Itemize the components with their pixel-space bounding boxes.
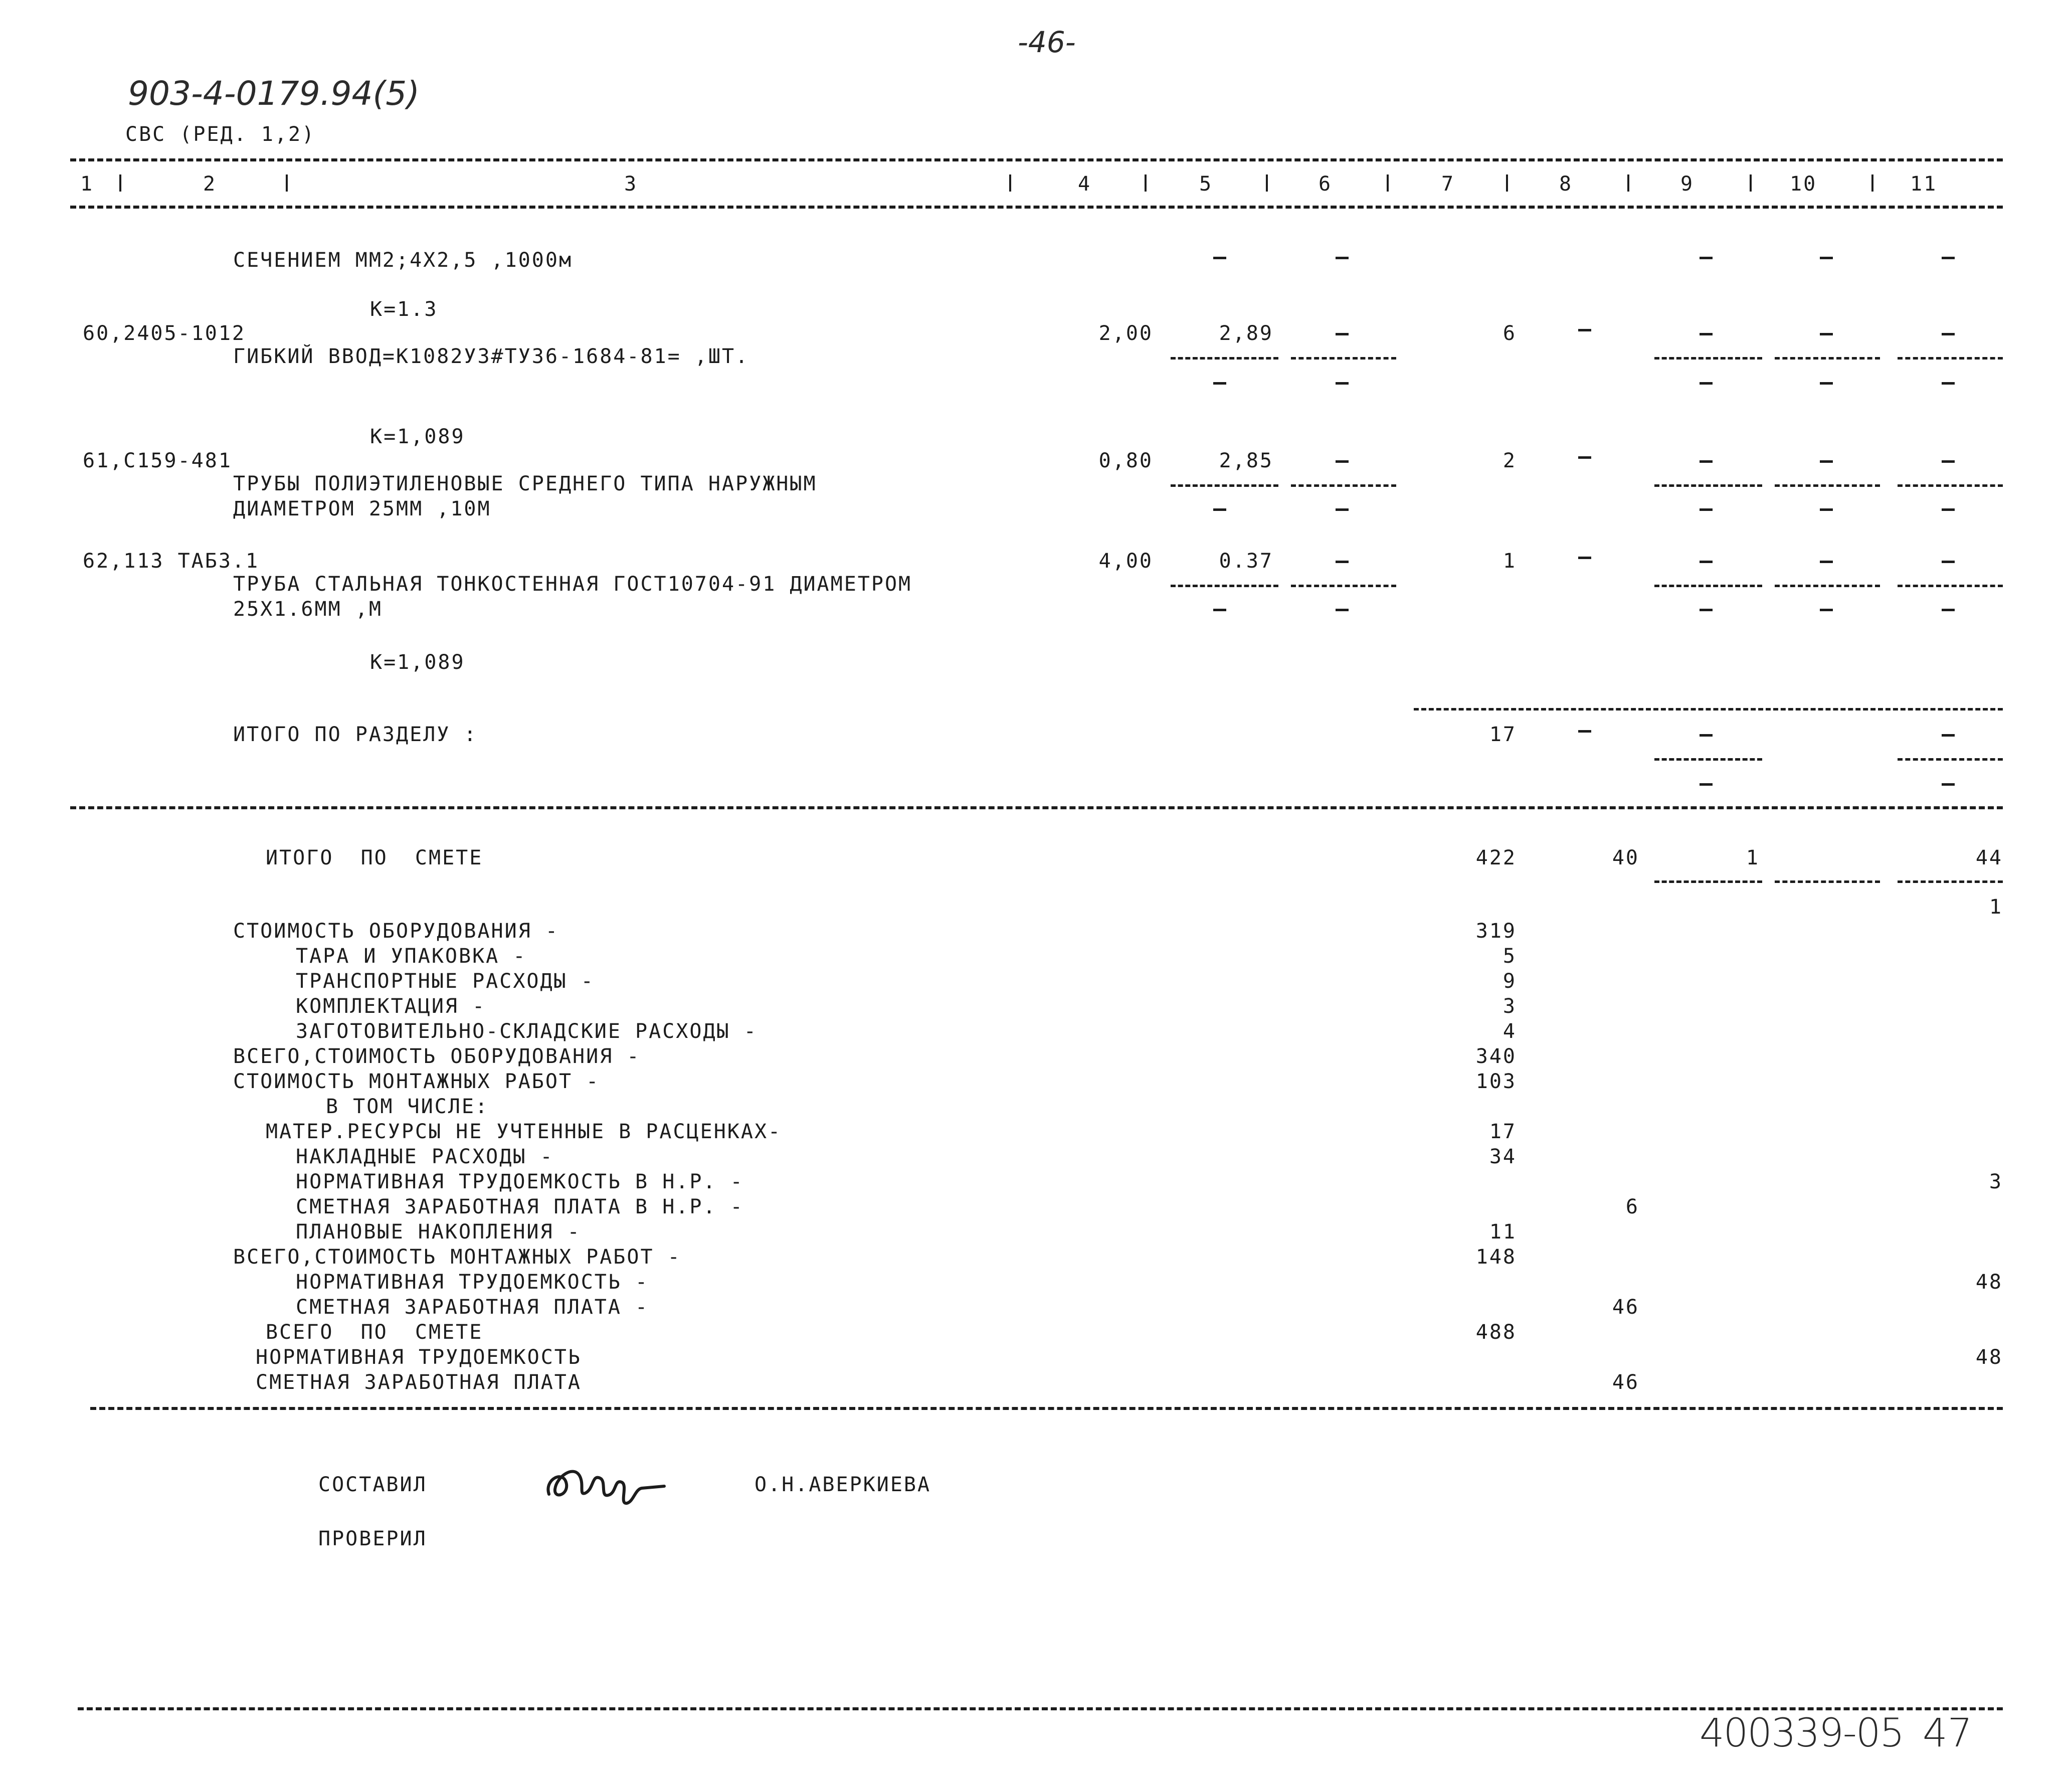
dash (1336, 333, 1349, 335)
row-name: 25Х1.6ММ ,М (233, 598, 383, 621)
dash (1336, 609, 1349, 611)
summary-col7: 34 (1489, 1145, 1517, 1168)
dash (1700, 257, 1713, 259)
summary-label: СТОИМОСТЬ ОБОРУДОВАНИЯ - (233, 920, 559, 943)
subtotal-rule (1775, 880, 1880, 883)
header-bottom-rule (70, 206, 2003, 209)
row-coef: К=1,089 (370, 651, 465, 674)
section-total-label: ИТОГО ПО РАЗДЕЛУ : (233, 723, 478, 746)
cell-col4: 0,80 (1098, 449, 1153, 472)
dash (1213, 382, 1226, 385)
row-name: ТРУБА СТАЛЬНАЯ ТОНКОСТЕННАЯ ГОСТ10704-91 ДИАМЕТРОМ (233, 573, 912, 596)
dash (1578, 730, 1591, 733)
signature-scribble (544, 1449, 674, 1514)
dash (1700, 609, 1713, 611)
page-number: -46- (1018, 25, 1076, 59)
summary-label: СМЕТНАЯ ЗАРАБОТНАЯ ПЛАТА - (296, 1296, 649, 1319)
summary-label: ПЛАНОВЫЕ НАКОПЛЕНИЯ - (296, 1220, 581, 1243)
cell-col7: 2 (1502, 449, 1517, 472)
dash (1213, 257, 1226, 259)
summary-label: ТРАНСПОРТНЫЕ РАСХОДЫ - (296, 970, 595, 993)
header-top-rule (70, 158, 2003, 161)
summary-col7: 4 (1502, 1020, 1517, 1043)
col-8: 8 (1559, 172, 1573, 196)
cell-col7: 6 (1502, 322, 1517, 345)
cell-col11-sub: 1 (1989, 896, 2003, 919)
inventory-number: 400339-05 (1700, 1711, 1904, 1756)
sheet-number: 47 (1923, 1711, 1973, 1756)
cell-col5: 0.37 (1219, 550, 1273, 573)
summary-label: ВСЕГО ПО СМЕТЕ (266, 1321, 483, 1344)
summary-col7: 17 (1489, 1120, 1517, 1143)
dash (1942, 561, 1955, 563)
subtotal-rule (1654, 357, 1762, 360)
dash (1213, 609, 1226, 611)
dash (1942, 382, 1955, 385)
summary-col11: 48 (1975, 1271, 2003, 1294)
subtotal-rule (1898, 880, 2003, 883)
summary-label: ТАРА И УПАКОВКА - (296, 945, 527, 968)
dash (1942, 333, 1955, 335)
section-end-rule (70, 806, 2003, 809)
dash (1820, 382, 1833, 385)
dash (1213, 508, 1226, 511)
subtotal-rule (1654, 484, 1762, 487)
cell-col5: 2,85 (1219, 449, 1273, 472)
dash (1942, 609, 1955, 611)
row-coef: К=1,089 (370, 425, 465, 448)
dash (1700, 734, 1713, 737)
cell-col9: 1 (1746, 846, 1760, 869)
summary-col8: 46 (1612, 1296, 1639, 1319)
col-separator (1009, 174, 1011, 192)
col-separator (1266, 174, 1268, 192)
dash (1336, 508, 1349, 511)
checked-label: ПРОВЕРИЛ (318, 1527, 427, 1550)
col-separator (1387, 174, 1389, 192)
col-10: 10 (1790, 172, 1817, 196)
summary-col7: 11 (1489, 1220, 1517, 1243)
summary-col8: 46 (1612, 1371, 1639, 1394)
row-coef: К=1.3 (370, 298, 438, 321)
doc-ref: СВС (РЕД. 1,2) (125, 123, 316, 146)
summary-label: НАКЛАДНЫЕ РАСХОДЫ - (296, 1145, 554, 1168)
dash (1336, 382, 1349, 385)
row-code: 61,С159-481 (83, 449, 232, 472)
summary-label: НОРМАТИВНАЯ ТРУДОЕМКОСТЬ В Н.Р. - (296, 1170, 744, 1193)
project-code: 903-4-0179.94(5) (128, 74, 420, 113)
bottom-rule (78, 1707, 2003, 1710)
summary-label: СТОИМОСТЬ МОНТАЖНЫХ РАБОТ - (233, 1070, 600, 1093)
summary-label: ЗАГОТОВИТЕЛЬНО-СКЛАДСКИЕ РАСХОДЫ - (296, 1020, 758, 1043)
subtotal-rule (1898, 585, 2003, 587)
summary-label: В ТОМ ЧИСЛЕ: (326, 1095, 489, 1118)
dash (1820, 508, 1833, 511)
subtotal-rule (1171, 585, 1278, 587)
col-separator (1506, 174, 1508, 192)
cell-col4: 2,00 (1098, 322, 1153, 345)
col-separator (1145, 174, 1147, 192)
summary-col11: 3 (1989, 1170, 2003, 1193)
summary-col7: 319 (1475, 920, 1517, 943)
row-name: ГИБКИЙ ВВОД=К1082У3#ТУ36-1684-81= ,ШТ. (233, 345, 749, 368)
dash (1700, 382, 1713, 385)
col-separator (1750, 174, 1752, 192)
cell-col5: 2,89 (1219, 322, 1273, 345)
subtotal-rule (1775, 357, 1880, 360)
row-code: 60,2405-1012 (83, 322, 246, 345)
dash (1700, 508, 1713, 511)
col-3: 3 (624, 172, 638, 196)
summary-label: СМЕТНАЯ ЗАРАБОТНАЯ ПЛАТА (256, 1371, 582, 1394)
cell-col7: 1 (1502, 550, 1517, 573)
subtotal-rule (1171, 357, 1278, 360)
subtotal-rule (1654, 880, 1762, 883)
dash (1942, 783, 1955, 786)
summary-col7: 103 (1475, 1070, 1517, 1093)
row-name: ДИАМЕТРОМ 25ММ ,10М (233, 497, 491, 520)
dash (1820, 460, 1833, 463)
col-separator (1627, 174, 1629, 192)
subtotal-rule (1171, 484, 1278, 487)
summary-col7: 3 (1502, 995, 1517, 1018)
summary-label: МАТЕР.РЕСУРСЫ НЕ УЧТЕННЫЕ В РАСЦЕНКАХ- (266, 1120, 782, 1143)
row-name: СЕЧЕНИЕМ ММ2;4Х2,5 ,1000м (233, 249, 573, 272)
summary-label: НОРМАТИВНАЯ ТРУДОЕМКОСТЬ - (296, 1271, 649, 1294)
dash (1820, 561, 1833, 563)
cell-col8: 40 (1612, 846, 1639, 869)
col-7: 7 (1441, 172, 1455, 196)
subtotal-rule (1291, 357, 1396, 360)
summary-label: СМЕТНАЯ ЗАРАБОТНАЯ ПЛАТА В Н.Р. - (296, 1195, 744, 1218)
summary-label: КОМПЛЕКТАЦИЯ - (296, 995, 486, 1018)
summary-col7: 340 (1475, 1045, 1517, 1068)
subtotal-rule (1898, 758, 2003, 761)
col-6: 6 (1318, 172, 1333, 196)
summary-col7: 9 (1502, 970, 1517, 993)
subtotal-rule (1775, 484, 1880, 487)
dash (1700, 460, 1713, 463)
summary-label: ВСЕГО,СТОИМОСТЬ ОБОРУДОВАНИЯ - (233, 1045, 641, 1068)
col-11: 11 (1910, 172, 1938, 196)
subtotal-rule (1775, 585, 1880, 587)
col-5: 5 (1199, 172, 1213, 196)
summary-col11: 48 (1975, 1346, 2003, 1369)
estimate-total-label: ИТОГО ПО СМЕТЕ (266, 846, 483, 869)
dash (1820, 257, 1833, 259)
dash (1700, 561, 1713, 563)
dash (1578, 557, 1591, 559)
dash (1942, 508, 1955, 511)
row-name: ТРУБЫ ПОЛИЭТИЛЕНОВЫЕ СРЕДНЕГО ТИПА НАРУЖНЫМ (233, 472, 817, 495)
subtotal-rule (1291, 585, 1396, 587)
col-1: 1 (80, 172, 94, 196)
col-2: 2 (203, 172, 217, 196)
compiled-name: О.Н.АВЕРКИЕВА (755, 1473, 931, 1496)
col-separator (286, 174, 288, 192)
col-4: 4 (1078, 172, 1092, 196)
row-code: 62,113 ТАБ3.1 (83, 550, 260, 573)
subtotal-rule (1291, 484, 1396, 487)
summary-col7: 148 (1475, 1246, 1517, 1269)
subtotal-rule (1898, 357, 2003, 360)
col-separator (1871, 174, 1873, 192)
summary-label: ВСЕГО,СТОИМОСТЬ МОНТАЖНЫХ РАБОТ - (233, 1246, 681, 1269)
dash (1700, 333, 1713, 335)
dash (1700, 783, 1713, 786)
summary-col8: 6 (1625, 1195, 1639, 1218)
dash (1820, 609, 1833, 611)
summary-col7: 488 (1475, 1321, 1517, 1344)
dash (1820, 333, 1833, 335)
dash (1942, 734, 1955, 737)
dash (1336, 561, 1349, 563)
col-separator (119, 174, 121, 192)
compiled-label: СОСТАВИЛ (318, 1473, 427, 1496)
cell-col7: 422 (1475, 846, 1517, 869)
cell-col4: 4,00 (1098, 550, 1153, 573)
summary-col7: 5 (1502, 945, 1517, 968)
cell-col7: 17 (1489, 723, 1517, 746)
subtotal-rule (1654, 585, 1762, 587)
summary-label: НОРМАТИВНАЯ ТРУДОЕМКОСТЬ (256, 1346, 582, 1369)
subtotal-rule (1654, 758, 1762, 761)
dash (1578, 456, 1591, 459)
dash (1942, 460, 1955, 463)
subtotal-rule (1898, 484, 2003, 487)
summary-end-rule (90, 1407, 2003, 1410)
col-9: 9 (1680, 172, 1694, 196)
dash (1578, 329, 1591, 331)
dash (1942, 257, 1955, 259)
cell-col11: 44 (1975, 846, 2003, 869)
section-total-rule (1414, 708, 2003, 710)
dash (1336, 257, 1349, 259)
dash (1336, 460, 1349, 463)
